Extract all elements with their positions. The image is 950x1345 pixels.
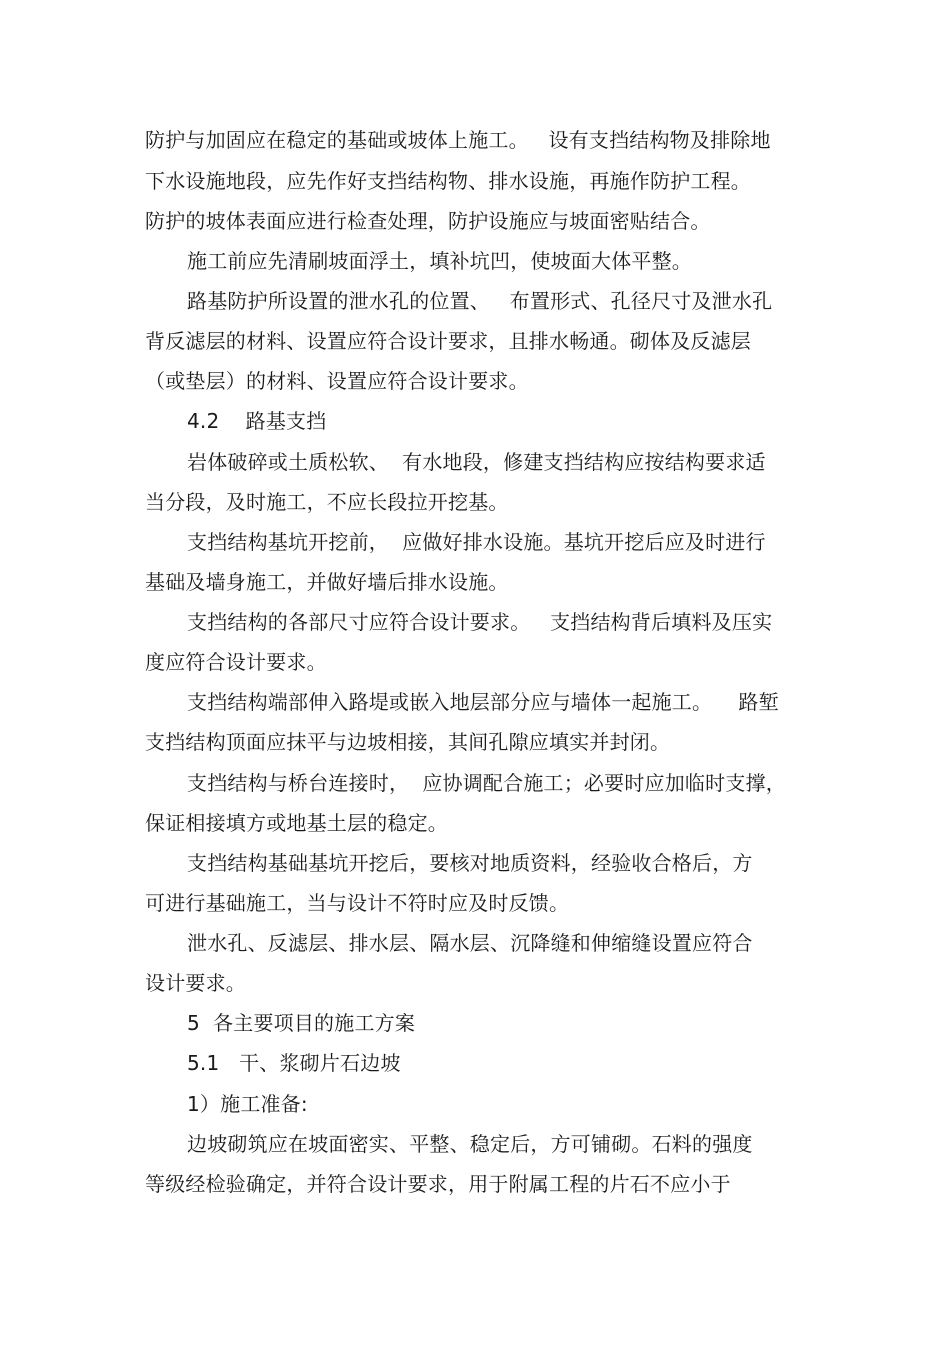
subsection-heading: 5.1 干、浆砌片石边坡 — [187, 1051, 401, 1075]
text-line: 支挡结构与桥台连接时， 应协调配合施工；必要时应加临时支撑， — [187, 771, 786, 795]
section-heading: 4.2 路基支挡 — [187, 409, 327, 433]
text-line: 等级经检验确定，并符合设计要求，用于附属工程的片石不应小于 — [145, 1172, 731, 1196]
text-line: 岩体破碎或土质松软、 有水地段，修建支挡结构应按结构要求适 — [187, 450, 766, 474]
text-line: 防护的坡体表面应进行检查处理，防护设施应与坡面密贴结合。 — [145, 209, 711, 233]
text-line: 当分段，及时施工，不应长段拉开挖基。 — [145, 490, 509, 514]
text-line: 支挡结构端部伸入路堤或嵌入地层部分应与墙体一起施工。 路堑 — [187, 690, 779, 714]
text-line: 支挡结构的各部尺寸应符合设计要求。 支挡结构背后填料及压实 — [187, 610, 773, 634]
text-line: 度应符合设计要求。 — [145, 650, 327, 674]
text-line: 施工前应先清刷坡面浮土，填补坑凹，使坡面大体平整。 — [187, 249, 692, 273]
text-line: 泄水孔、反滤层、排水层、隔水层、沉降缝和伸缩缝设置应符合 — [187, 931, 753, 955]
text-line: 背反滤层的材料、设置应符合设计要求，且排水畅通。砌体及反滤层 — [145, 329, 751, 353]
text-line: （或垫层）的材料、设置应符合设计要求。 — [145, 369, 529, 393]
text-line: 支挡结构基础基坑开挖后，要核对地质资料，经验收合格后，方 — [187, 851, 753, 875]
list-item-heading: 1）施工准备: — [187, 1092, 308, 1116]
text-line: 基础及墙身施工，并做好墙后排水设施。 — [145, 570, 509, 594]
text-line: 边坡砌筑应在坡面密实、平整、稳定后，方可铺砌。石料的强度 — [187, 1132, 753, 1156]
text-line: 下水设施地段，应先作好支挡结构物、排水设施，再施作防护工程。 — [145, 169, 751, 193]
text-line: 防护与加固应在稳定的基础或坡体上施工。 设有支挡结构物及排除地 — [145, 128, 771, 152]
text-line: 支挡结构基坑开挖前， 应做好排水设施。基坑开挖后应及时进行 — [187, 530, 766, 554]
text-line: 可进行基础施工，当与设计不符时应及时反馈。 — [145, 891, 570, 915]
text-line: 路基防护所设置的泄水孔的位置、 布置形式、孔径尺寸及泄水孔 — [187, 289, 773, 313]
text-line: 保证相接填方或地基土层的稳定。 — [145, 811, 448, 835]
section-heading: 5 各主要项目的施工方案 — [187, 1011, 416, 1035]
text-line: 设计要求。 — [145, 971, 246, 995]
text-line: 支挡结构顶面应抹平与边坡相接，其间孔隙应填实并封闭。 — [145, 730, 671, 754]
